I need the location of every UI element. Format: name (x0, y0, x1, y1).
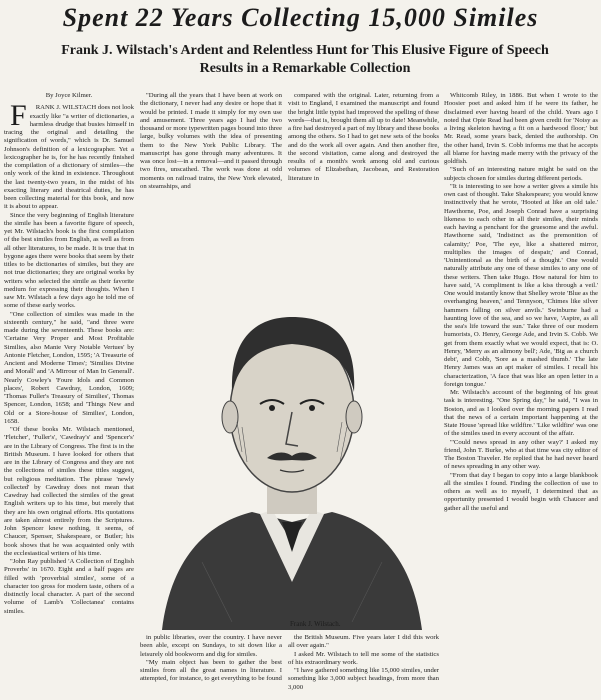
paragraph: Since the very beginning of English literature the simile has been a favorite figure of speech, yet Mr. Wilstach's book is the first compilation of the best similes from English, as well as from all other literatures, to be made. It is true that in bygone ages there were books that seem by their titles to be dictionaries of similes, but they are not true dictionaries; they are original works by writers who selected the simile as their favorite medium for expressing their thoughts. When I saw Mr. Wilstach a few days ago he told me of some of these early works. (4, 211, 134, 310)
paragraph: "I have gathered something like 15,000 similes, under something like 3,000 subject headings, from more than 3,000 (288, 667, 439, 691)
portrait-caption: Frank J. Wilstach. (290, 620, 341, 628)
article-column-3-top (288, 92, 439, 217)
paragraph: the British Museum. Five years later I did this work all over again." (288, 634, 439, 650)
paragraph: I asked Mr. Wilstach to tell me some of the statistics of his extraordinary work. (288, 650, 439, 666)
paragraph-lead (4, 99, 134, 211)
subheadline: Frank J. Wilstach's Ardent and Relentless Hunt for This Elusive Figure of Speech Results in a Remarkable Collection (61, 43, 549, 76)
paragraph: Mr. Wilstach's account of the beginning of his great task is interesting. "One Spring day," he said, "I was in Boston, and as I looked over the morning papers I read that the news of a certain important happening at the State House 'spread like wildfire.' 'Like wildfire' was one of the similes used in every account of the affair. (444, 389, 598, 438)
paragraph: "It is interesting to see how a writer gives a simile his own cast of thought. Take Shakespeare; you would know instinctively that he wrote, 'Hooted at like an old tale.' Hawthorne, Poe, and Joseph Conrad have a surprising likeness to each other in all their similes, their minds each having a penchant for the gruesome and the awful. Hawthorne said, 'Indistinct as the premonition of calamity;' Poe, 'The eye, like a shattered mirror, multiplies the images of despair,' and Conrad, 'Unintentional as the birth of a thought.' One would naturally attribute any one of these similes to any one of these writers. Then take Hugo. How natural for him to have said, 'A compliment is like a kiss through a veil.' One would instantly know that Shelley wrote 'Blue as the overhanging heaven,' and Tennyson, 'Chimes like silver hammers falling on silver anvils.' Swinburne had a haunting love of the sea, and so we have, 'Aspire, as all the sea's life toward the sun.' Take three of our modern humorists, O. Henry, George Ade, and Irvin S. Cobb. We get from them exactly what we would expect, that is: O. Henry, 'Merry as an alimony bell'; Ade, 'Big as a church debt', and Cobb, 'Sore as a mashed thumb.' The late Henry James was an apt maker of similes. I recall his characterization, 'A face that was like an open letter in a foreign tongue.' (444, 182, 598, 388)
headline: Spent 22 Years Collecting 15,000 Similes (62, 3, 539, 32)
article-column-3-bottom (288, 634, 439, 700)
paragraph: "'Could news spread in any other way?' I asked my friend, John T. Burke, who at that time was city editor of The Boston Traveler. He replied that he had never heard of news spreading in any other way. (444, 438, 598, 471)
paragraph: compared with the original. Later, returning from a visit to England, I examined the manuscript and found the bright little typist had improved the spelling of these words—that is, brought them all up to date! Meanwhile, a fire had destroyed a part of my library and these books among the others. So I had to get new sets of the books and do the work all over again. And then another fire, the second visitation, came along and destroyed the results of a month's work among old and curious volumes of Elizabethan, Jacobean, and Restoration literature in (288, 92, 439, 182)
article-column-4 (444, 92, 598, 700)
byline: By Joyce Kilmer. (45, 92, 93, 99)
lead-text: RANK J. WILSTACH does not look exactly like "a writer of dictionaries, a harmless drudge that busies himself in tracing the original and detailing the signification of words," which is Dr. Samuel Johnson's definition of a lexicographer. Yet a lexicographer he is, for he has recently finished the compilation of a dictionary of similes—the only work of the kind in existence. Throughout the last twenty-two years, in the midst of his exacting literary and theatrical duties, he has been collecting material for this book, and now it is about to appear. (4, 104, 134, 211)
paragraph: in public libraries, over the country. I have never been able, except on Sundays, to sit down like a leisurely old bookworm and dig for similes. (140, 634, 282, 658)
paragraph: Whitcomb Riley, in 1886. But when I wrote to the Hoosier poet and asked him if he were its father, he disclaimed ever having heard of the child. Years ago I noted that Opie Read had been given credit for 'Noisy as a living skeleton having a fit on a hardwood floor;' but Mr. Read, some years back, denied the authorship. On the other hand, Irvin S. Cobb informs me that he accepts all blame for having made merry with the privacy of the goldfish. (444, 92, 598, 165)
article-column-2-bottom (140, 634, 282, 700)
paragraph: "One collection of similes was made in the sixteenth century," he said, "and three were made during the seventeenth. These books are: 'Certaine Very Proper and Most Profitable Similies, also Manie Very Notable Vertues' by Antonie Fletcher, London, 1595; 'A Treasurie of Ancient and Moderne Times'; 'Similies Divine and Morall' and 'A Mirrour of Man In Generall'. Nearly Cowley's 'Foure Idols and Common places', Robert Cawdray, London, 1609; 'Thomas Fuller's Treasury of Similies', Thomas Spencer, London, 1658; and 'Things New and Old or a Store-house of Similies', London, 1658. (4, 310, 134, 425)
paragraph: "From that day I began to copy into a large blankbook all the similes I found. Finding the collection of use to others as well as to myself, I determined that as opportunity presented I would begin with Chaucer and gather all the useful and (444, 471, 598, 512)
paragraph: "Of these books Mr. Wilstach mentioned, 'Fletcher', 'Fuller's', 'Cawdray's' and 'Spencer's' are in the Library of Congress. The first is in the British Museum. I have looked for others that are in the Library of Congress and they are not the collections of similes these titles suggest, but religious meditation. The phrase 'newly collected' by Cawdray does not mean that Cawdray had collected the similes of the great English writers up to his time, but merely that they are his own original efforts. His quotations are taken almost entirely from the Scriptures. John Spencer knew nothing, it seems, of Chaucer, Spenser, Shakespeare, or Butler; his book shows that he was acquainted only with the ecclesiastical writers of his time. (4, 426, 134, 557)
drop-cap: F (10, 99, 27, 133)
paragraph: "During all the years that I have been at work on the dictionary, I never had any desire or hope that it would be printed. I made it simply for my own use and amusement. Three years ago I had the two thousand or more typewritten pages bound into three large, bulky volumes with the idea of presenting them to the New York Public Library. The manuscript has gone through many adventures. It was once lost—in a removal—and it passed through two fires, unscathed. The work was done at odd moments on railroad trains, the New York elevated, on steamships, and (140, 92, 282, 190)
article-column-1 (4, 92, 134, 700)
paragraph: "John Ray published 'A Collection of English Proverbs' in 1670. Eight and a half pages are filled with 'proverbial similes', some of a character too gross for modern taste, others of a distinctly local character. A part of the second volume of Lamb's 'Collectanea' contains similes. (4, 558, 134, 615)
portrait-illustration (142, 222, 438, 630)
paragraph: "Such of an interesting nature might be said on the subjects chosen for similes during different periods. (444, 166, 598, 182)
article-column-2-top (140, 92, 282, 217)
paragraph: "My main object has been to gather the best similes from all the great names in literature. I attempted, for instance, to get everything to be found (140, 658, 282, 683)
